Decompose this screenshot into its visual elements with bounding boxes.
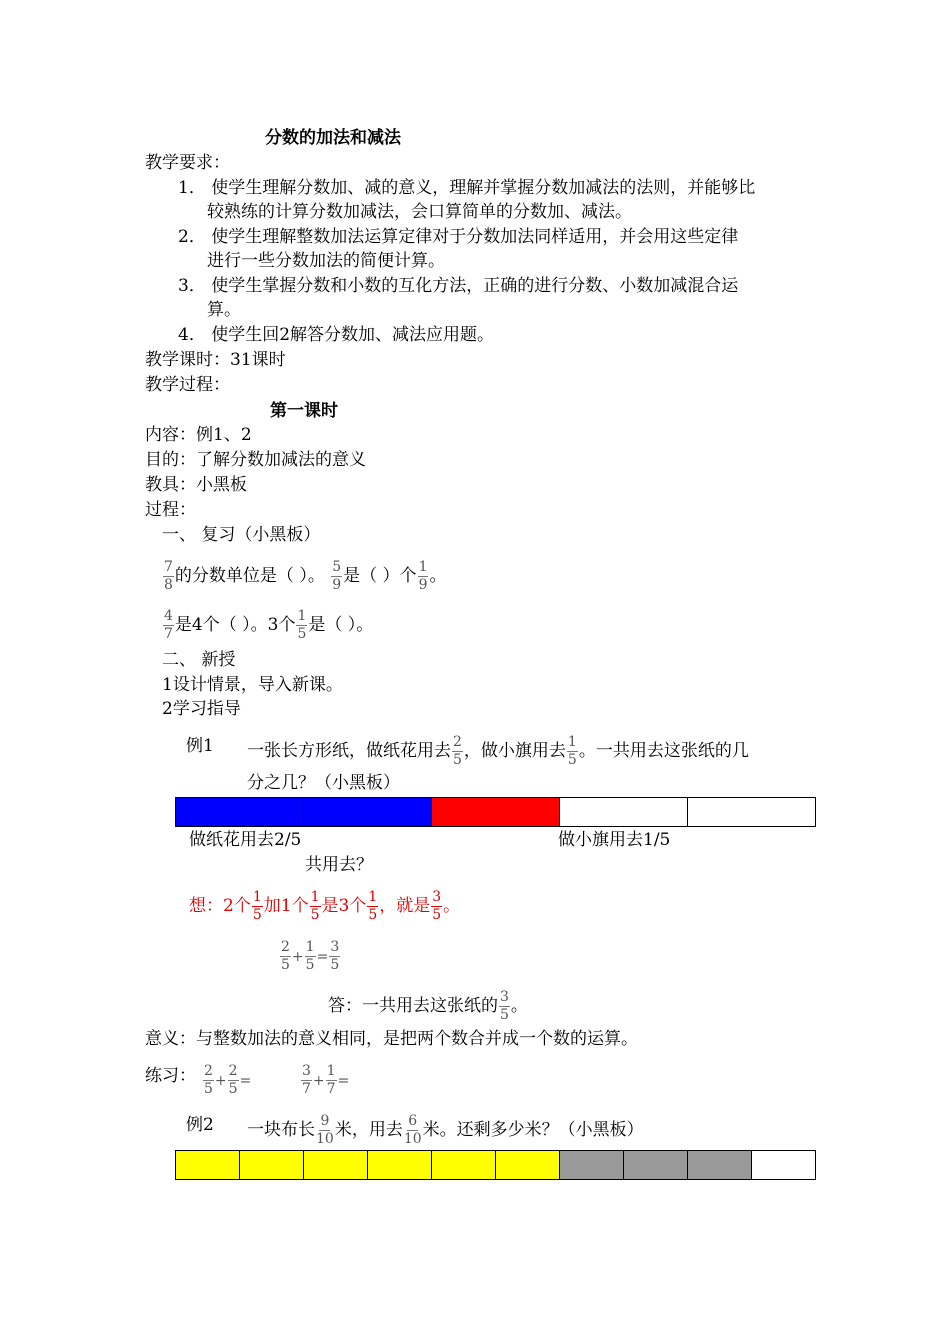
tools-line: 教具：小黑板: [145, 475, 247, 495]
bar-segment: [688, 1151, 752, 1179]
answer-line: 答：一共用去这张纸的 $\frac{3}{5}$ 。: [328, 989, 528, 1023]
practice-problem-2: $\frac{3}{7}$ + $\frac{1}{7}$ =: [302, 1063, 350, 1097]
fraction: $\frac{1}{5}$: [567, 734, 577, 768]
requirement-3-line2: 算。: [207, 300, 241, 320]
fraction: $\frac{1}{5}$: [310, 889, 320, 923]
requirement-1-line1: 1． 使学生理解分数加、减的意义，理解并掌握分数加减法的法则，并能够比: [178, 178, 756, 198]
bar-segment: [240, 1151, 304, 1179]
process-line: 过程：: [145, 500, 196, 520]
bar-segment: [688, 798, 815, 826]
bar-segment: [368, 1151, 432, 1179]
requirement-3-line1: 3． 使学生掌握分数和小数的互化方法，正确的进行分数、小数加减混合运: [178, 276, 739, 296]
requirement-2-line2: 进行一些分数加法的简便计算。: [207, 251, 445, 271]
review-question-2: $\frac{4}{7}$ 是4个（ ）。3个 $\frac{1}{5}$ 是（ ）。: [164, 608, 374, 642]
example-1-question: 一张长方形纸，做纸花用去 $\frac{2}{5}$ ，做小旗用去 $\frac{1}{5}$ 。一共用去这张纸的几: [247, 734, 749, 768]
bar-segment: [560, 1151, 624, 1179]
example-2-fraction-bar: [175, 1150, 816, 1180]
fraction: $\frac{1}{5}$: [305, 939, 315, 973]
fraction: $\frac{1}{5}$: [368, 889, 378, 923]
requirements-label: 教学要求：: [145, 153, 230, 173]
section-review: 一、 复习（小黑板）: [162, 525, 321, 545]
bar-label-flags: 做小旗用去1/5: [558, 830, 671, 850]
section-new: 二、 新授: [162, 650, 236, 670]
fraction: $\frac{6}{10}$: [403, 1113, 422, 1147]
practice-label: 练习：: [145, 1066, 196, 1086]
review-question-1: $\frac{7}{8}$ 的分数单位是（ ）。 $\frac{5}{9}$ 是（ ）个 $\frac{1}{9}$ 。: [164, 559, 447, 593]
content-line: 内容：例1、2: [145, 425, 252, 445]
bar-segment: [176, 1151, 240, 1179]
example-1-question-line2: 分之几？（小黑板）: [247, 773, 400, 793]
thinking-hint: 想：2个 $\frac{1}{5}$ 加1个 $\frac{1}{5}$ 是3个 $\frac{1}{5}$ ，就是 $\frac{3}{5}$ 。: [189, 889, 461, 923]
fraction: $\frac{7}{8}$: [164, 559, 173, 593]
fraction: $\frac{2}{5}$: [281, 939, 290, 973]
fraction: $\frac{3}{7}$: [302, 1063, 311, 1097]
bar-segment: [624, 1151, 688, 1179]
process-label: 教学过程：: [145, 375, 230, 395]
practice-problem-1: $\frac{2}{5}$ + $\frac{2}{5}$ =: [204, 1063, 252, 1097]
bar-segment: [304, 798, 432, 826]
step-2: 2学习指导: [162, 699, 241, 719]
fraction: $\frac{1}{9}$: [418, 559, 428, 593]
requirement-2-line1: 2． 使学生理解整数加法运算定律对于分数加法同样适用，并会用这些定律: [178, 227, 739, 247]
fraction: $\frac{3}{5}$: [432, 889, 442, 923]
bar-label-flowers: 做纸花用去2/5: [189, 830, 302, 850]
example-2-label: 例2: [186, 1115, 214, 1135]
fraction: $\frac{1}{5}$: [297, 608, 307, 642]
fraction: $\frac{3}{5}$: [500, 989, 509, 1023]
purpose-line: 目的：了解分数加减法的意义: [145, 450, 366, 470]
fraction: $\frac{3}{5}$: [330, 939, 340, 973]
fraction: $\frac{4}{7}$: [164, 608, 173, 642]
bar-segment: [432, 798, 560, 826]
lesson-hours: 教学课时：31课时: [145, 350, 286, 370]
example-1-fraction-bar: [175, 797, 816, 827]
fraction: $\frac{5}{9}$: [332, 559, 342, 593]
requirement-4: 4． 使学生回2解答分数加、减法应用题。: [178, 325, 495, 345]
fraction: $\frac{2}{5}$: [228, 1063, 238, 1097]
bar-segment: [304, 1151, 368, 1179]
fraction: $\frac{2}{5}$: [204, 1063, 213, 1097]
example-1-label: 例1: [186, 736, 214, 756]
fraction: $\frac{1}{5}$: [252, 889, 262, 923]
lesson-title: 第一课时: [270, 401, 338, 421]
bar-segment: [496, 1151, 560, 1179]
fraction: $\frac{9}{10}$: [316, 1113, 334, 1147]
bar-segment: [560, 798, 688, 826]
requirement-1-line2: 较熟练的计算分数加减法，会口算简单的分数加、减法。: [207, 202, 632, 222]
equation-1: $\frac{2}{5}$ + $\frac{1}{5}$ = $\frac{3}{5}$: [281, 939, 340, 973]
meaning-line: 意义：与整数加法的意义相同，是把两个数合并成一个数的运算。: [145, 1029, 638, 1049]
fraction: $\frac{2}{5}$: [453, 734, 462, 768]
bar-segment: [176, 798, 304, 826]
doc-title: 分数的加法和减法: [265, 128, 401, 148]
bar-label-total: 共用去？: [305, 855, 373, 875]
bar-segment: [432, 1151, 496, 1179]
step-1: 1设计情景，导入新课。: [162, 675, 343, 695]
bar-segment: [752, 1151, 815, 1179]
example-2-question: 一块布长 $\frac{9}{10}$ 米，用去 $\frac{6}{10}$ 米。还剩多少米？（小黑板）: [247, 1113, 644, 1147]
fraction: $\frac{1}{7}$: [326, 1063, 336, 1097]
